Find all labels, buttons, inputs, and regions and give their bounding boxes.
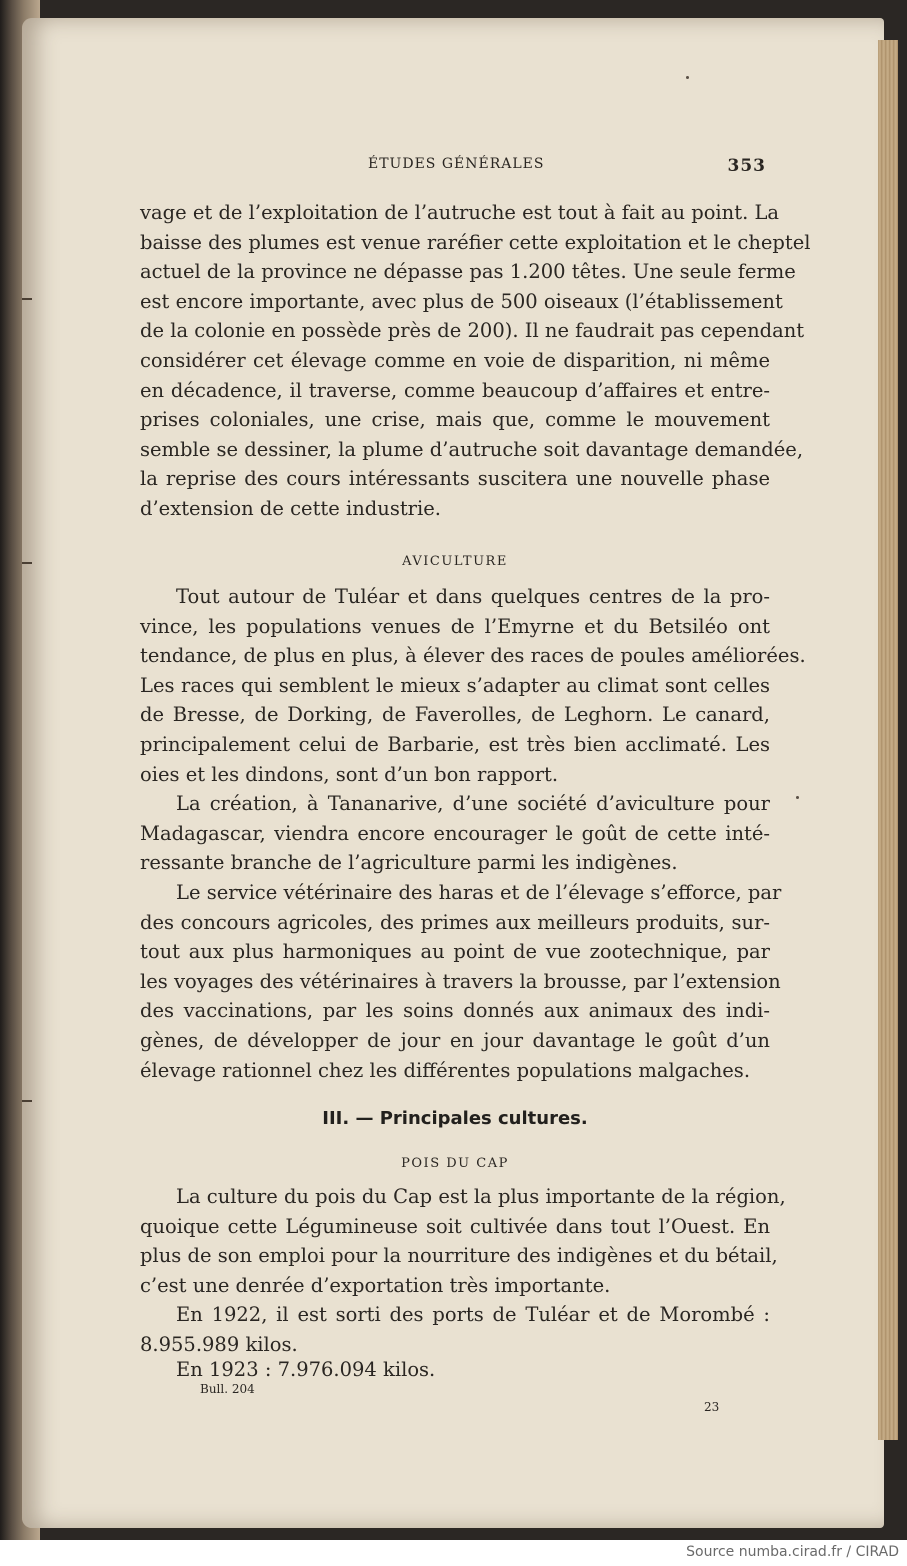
margin-mark bbox=[22, 562, 32, 564]
pois-du-cap-paragraph-2 bbox=[140, 1300, 770, 1359]
text-line: de Bresse, de Dorking, de Faverolles, de Leghorn. Le canard, bbox=[140, 703, 770, 727]
running-title: ÉTUDES GÉNÉRALES bbox=[368, 156, 545, 172]
aviculture-paragraph-1 bbox=[140, 582, 806, 789]
text-line: plus de son emploi pour la nourriture des indigènes et du bétail, bbox=[140, 1244, 778, 1268]
margin-mark bbox=[22, 1100, 32, 1102]
pois-du-cap-paragraph-1 bbox=[140, 1182, 786, 1300]
text-line: tendance, de plus en plus, à élever des races de poules améliorées. bbox=[140, 644, 806, 668]
text-line: En 1922, il est sorti des ports de Tuléar et de Morombé : bbox=[176, 1303, 770, 1326]
paper-speck bbox=[686, 76, 689, 79]
text-line: principalement celui de Barbarie, est très bien acclimaté. Les bbox=[140, 732, 770, 756]
text-line: actuel de la province ne dépasse pas 1.200 têtes. Une seule ferme bbox=[140, 260, 796, 284]
aviculture-paragraph-3 bbox=[140, 878, 782, 1085]
source-credit: Source numba.cirad.fr / CIRAD bbox=[686, 1544, 899, 1560]
text-line: vage et de l’exploitation de l’autruche est tout à fait au point. La bbox=[140, 201, 780, 224]
text-line: vince, les populations venues de l’Emyrne et du Betsiléo ont bbox=[140, 614, 770, 638]
pois-du-cap-paragraph-3 bbox=[140, 1355, 770, 1385]
text-line: des concours agricoles, des primes aux meilleurs produits, sur- bbox=[140, 910, 770, 934]
text-line: tout aux plus harmoniques au point de vue zootechnique, par bbox=[140, 940, 770, 964]
aviculture-heading: AVICULTURE bbox=[402, 554, 508, 569]
text-line: Madagascar, viendra encore encourager le goût de cette inté- bbox=[140, 821, 770, 845]
page-stack-edge bbox=[878, 40, 898, 1440]
section-title: III. — Principales cultures. bbox=[322, 1108, 588, 1129]
text-line: d’extension de cette industrie. bbox=[140, 496, 441, 520]
sheet-number: 23 bbox=[704, 1400, 720, 1414]
aviculture-paragraph-2 bbox=[140, 789, 770, 878]
text-line: La culture du pois du Cap est la plus importante de la région, bbox=[176, 1185, 786, 1208]
text-line: Tout autour de Tuléar et dans quelques centres de la pro- bbox=[176, 585, 770, 608]
text-line: Le service vétérinaire des haras et de l’élevage s’efforce, par bbox=[176, 881, 782, 904]
text-line: baisse des plumes est venue raréfier cette exploitation et le cheptel bbox=[140, 230, 811, 254]
text-line: En 1923 : 7.976.094 kilos. bbox=[176, 1358, 436, 1381]
margin-mark bbox=[22, 298, 32, 300]
text-line: Les races qui semblent le mieux s’adapter au climat sont celles bbox=[140, 673, 770, 697]
text-line: les voyages des vétérinaires à travers la brousse, par l’extension bbox=[140, 969, 781, 993]
text-line: 8.955.989 kilos. bbox=[140, 1332, 298, 1356]
text-line: quoique cette Légumineuse soit cultivée dans tout l’Ouest. En bbox=[140, 1214, 770, 1238]
intro-paragraph bbox=[140, 198, 811, 524]
pois-du-cap-heading: POIS DU CAP bbox=[401, 1156, 509, 1171]
text-line: gènes, de développer de jour en jour davantage le goût d’un bbox=[140, 1028, 770, 1052]
text-line: élevage rationnel chez les différentes populations malgaches. bbox=[140, 1058, 751, 1082]
text-line: la reprise des cours intéressants suscitera une nouvelle phase bbox=[140, 467, 770, 491]
text-line: ressante branche de l’agriculture parmi les indigènes. bbox=[140, 851, 678, 875]
text-line: en décadence, il traverse, comme beaucoup d’affaires et entre- bbox=[140, 378, 770, 402]
text-line: semble se dessiner, la plume d’autruche soit davantage demandée, bbox=[140, 437, 804, 461]
page-number: 353 bbox=[727, 156, 766, 176]
text-line: La création, à Tananarive, d’une société d’aviculture pour bbox=[176, 792, 770, 815]
text-line: c’est une denrée d’exportation très importante. bbox=[140, 1273, 611, 1297]
text-line: des vaccinations, par les soins donnés aux animaux des indi- bbox=[140, 999, 770, 1023]
text-line: est encore importante, avec plus de 500 oiseaux (l’établissement bbox=[140, 289, 783, 313]
paper-speck bbox=[796, 796, 799, 799]
text-line: oies et les dindons, sont d’un bon rapport. bbox=[140, 762, 559, 786]
printer-signature: Bull. 204 bbox=[200, 1382, 255, 1396]
text-line: prises coloniales, une crise, mais que, comme le mouvement bbox=[140, 408, 770, 432]
text-line: considérer cet élevage comme en voie de disparition, ni même bbox=[140, 348, 770, 372]
text-line: de la colonie en possède près de 200). Il ne faudrait pas cependant bbox=[140, 319, 805, 343]
